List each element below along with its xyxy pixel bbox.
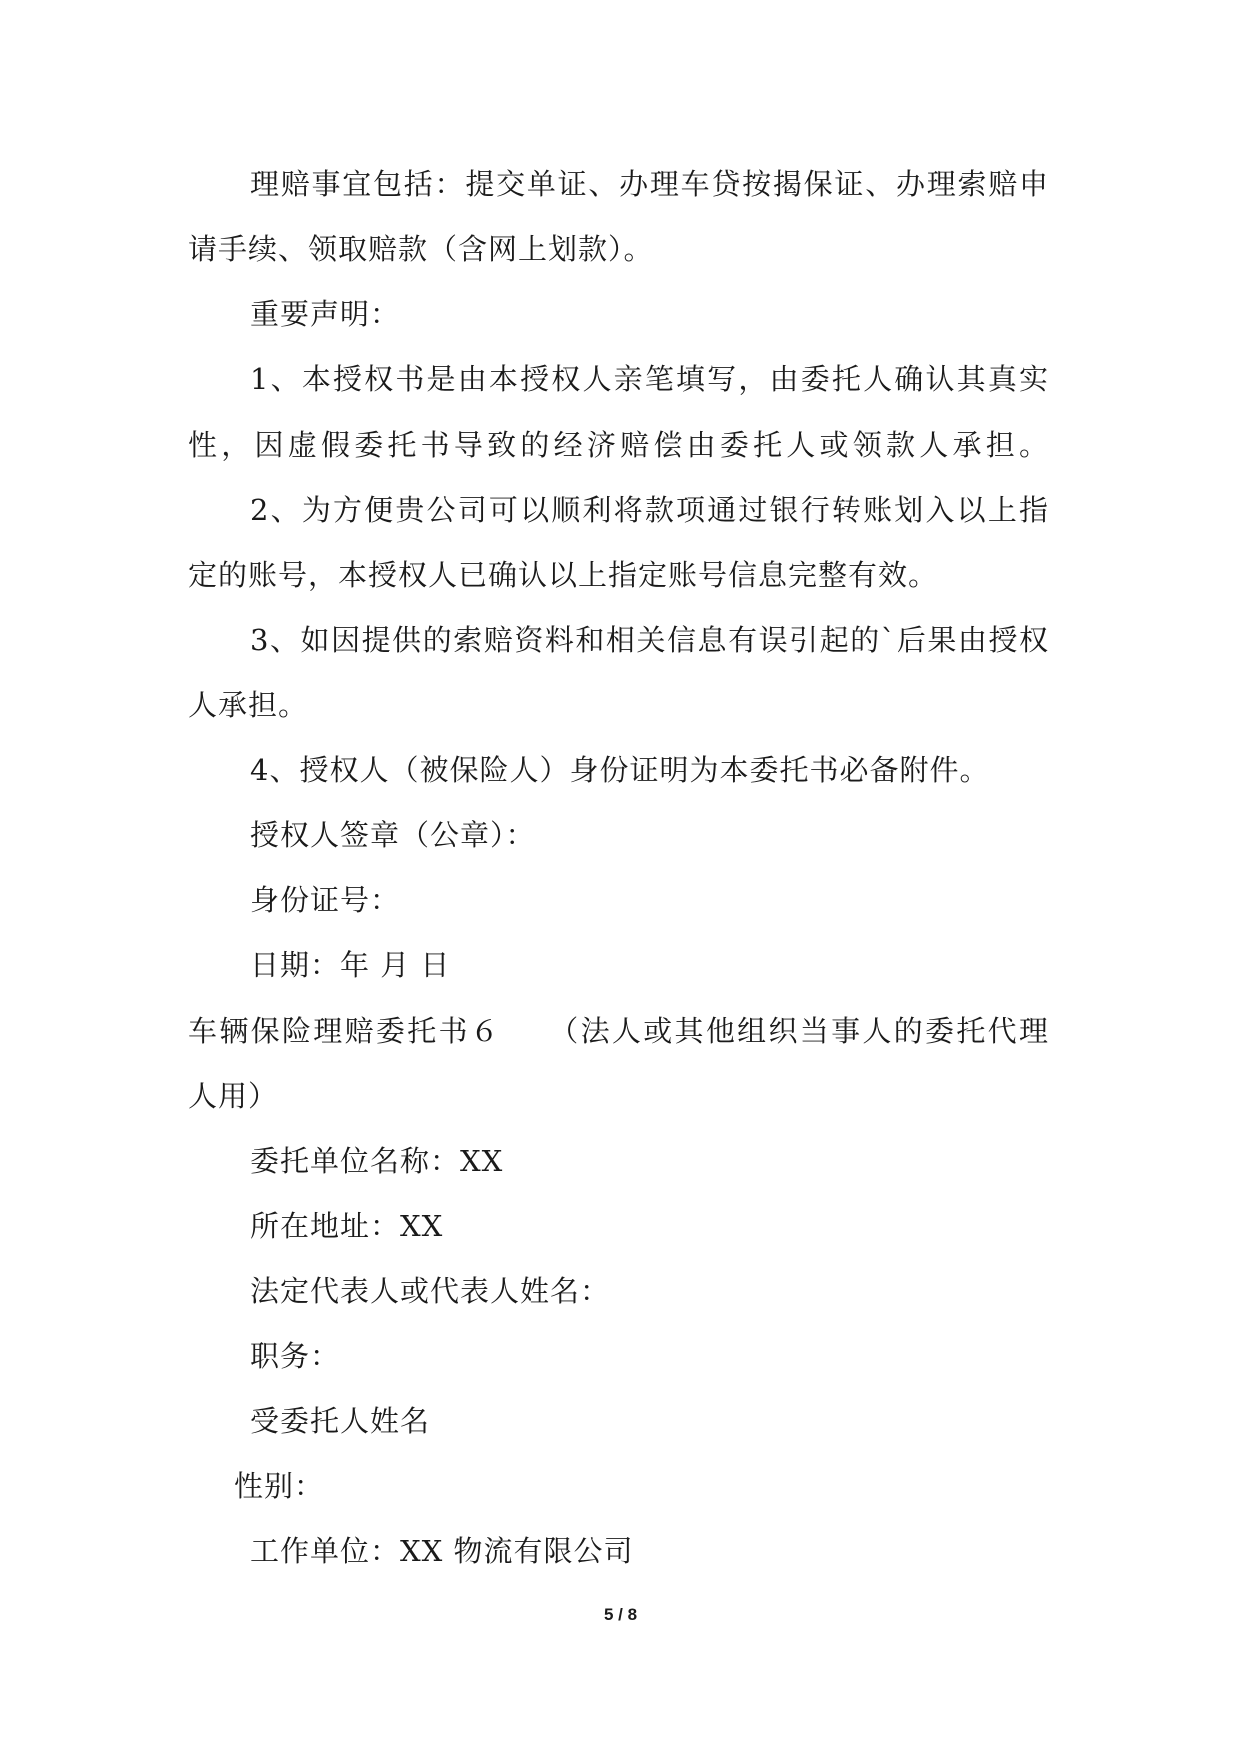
id-number-field: 身份证号：	[250, 883, 401, 917]
important-statement-heading: 重要声明：	[250, 297, 401, 331]
entrusting-unit-name-field: 委托单位名称：XX	[250, 1144, 504, 1178]
statement-item-2-line-2: 定的账号，本授权人已确认以上指定账号信息完整有效。	[188, 558, 939, 592]
position-field: 职务：	[250, 1339, 341, 1373]
date-field: 日期：年 月 日	[250, 948, 451, 982]
legal-representative-name-field: 法定代表人或代表人姓名：	[250, 1274, 611, 1308]
section-title-line-1: 车辆保险理赔委托书６ （法人或其他组织当事人的委托代理	[188, 1014, 1048, 1048]
address-field: 所在地址：XX	[250, 1209, 444, 1243]
workplace-field: 工作单位：XX 物流有限公司	[250, 1534, 634, 1568]
statement-item-4: 4、授权人（被保险人）身份证明为本委托书必备附件。	[250, 753, 990, 787]
paragraph-claim-matters-line-1: 理赔事宜包括：提交单证、办理车贷按揭保证、办理索赔申	[250, 167, 1048, 201]
statement-item-2-line-1: 2、为方便贵公司可以顺利将款项通过银行转账划入以上指	[250, 493, 1048, 527]
section-title-line-2: 人用）	[188, 1079, 279, 1113]
statement-item-3-line-2: 人承担。	[188, 688, 309, 722]
statement-item-1-line-2: 性，因虚假委托书导致的经济赔偿由委托人或领款人承担。	[188, 428, 1048, 462]
authorizer-seal-field: 授权人签章（公章）：	[250, 818, 536, 852]
gender-field: 性别：	[234, 1469, 325, 1503]
statement-item-3-line-1: 3、如因提供的索赔资料和相关信息有误引起的`后果由授权	[250, 623, 1048, 657]
trustee-name-field: 受委托人姓名	[250, 1404, 431, 1438]
statement-item-1-line-1: 1、本授权书是由本授权人亲笔填写，由委托人确认其真实	[250, 362, 1048, 396]
page-number: 5 / 8	[603, 1605, 638, 1624]
paragraph-claim-matters-line-2: 请手续、领取赔款（含网上划款）。	[188, 232, 654, 266]
